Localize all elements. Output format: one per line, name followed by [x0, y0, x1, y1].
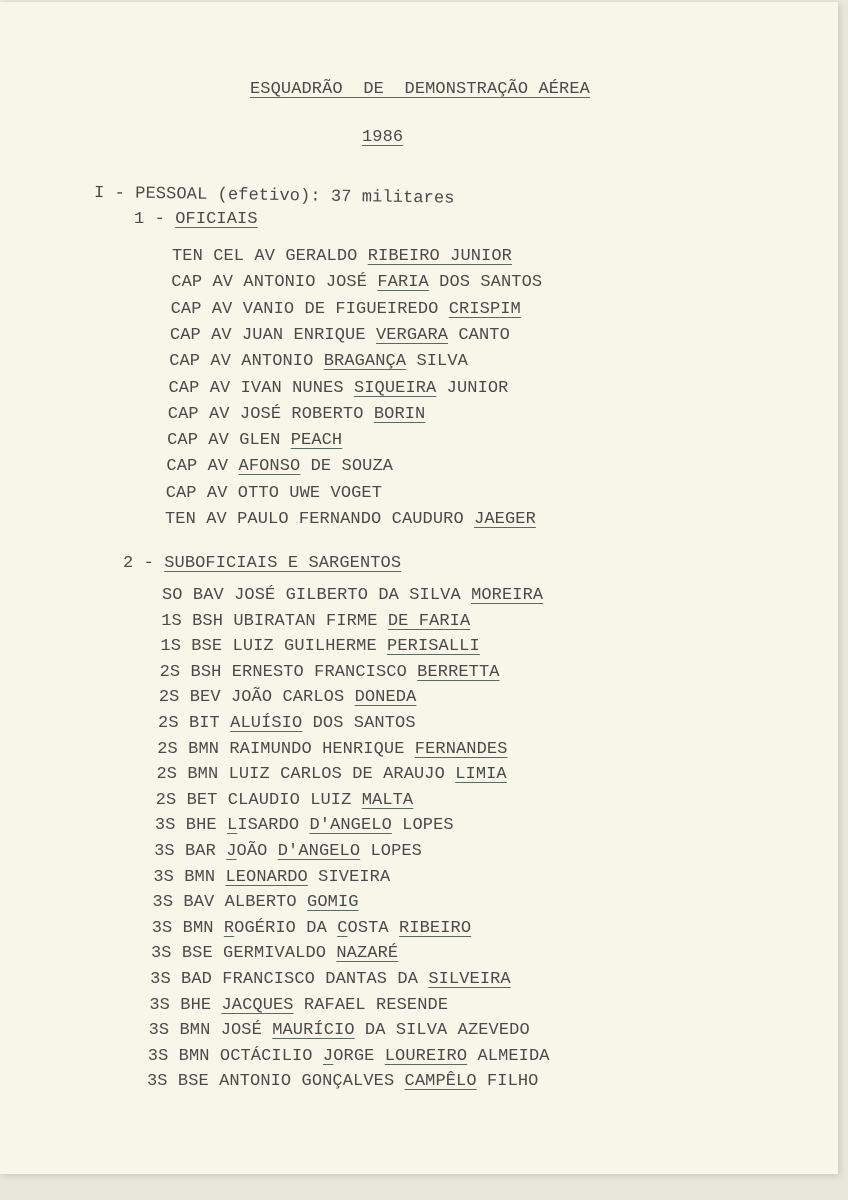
subsection-sergeants-heading: [123, 554, 401, 573]
list-item: [154, 842, 422, 861]
name-part: JUNIOR: [436, 378, 509, 398]
list-item: [169, 352, 468, 371]
name-part: 3S BHE: [149, 995, 222, 1015]
underlined-name-part: PERISALLI: [387, 637, 480, 657]
list-item: [155, 816, 454, 835]
name-part: ORGE: [333, 1046, 385, 1066]
name-part: 3S BMN OCTÁCILIO: [147, 1046, 323, 1066]
name-part: CAP AV ANTONIO JOSÉ: [171, 273, 378, 293]
name-part: LOPES: [391, 816, 454, 836]
name-part: ISARDO: [237, 816, 310, 836]
underlined-name-part: CAMPÊLO: [404, 1072, 477, 1092]
underlined-name-part: C: [337, 918, 348, 938]
name-part: CAP AV OTTO UWE VOGET: [165, 483, 383, 503]
list-item: [166, 457, 393, 476]
list-item: [149, 1021, 530, 1040]
list-item: [153, 893, 359, 912]
name-part: 3S BAD FRANCISCO DANTAS DA: [150, 970, 429, 989]
underlined-name-part: SILVEIRA: [428, 970, 511, 989]
list-item: [156, 791, 414, 810]
subsection-number: 2 -: [123, 554, 165, 573]
name-part: SO BAV JOSÉ GILBERTO DA SILVA: [162, 586, 472, 605]
underlined-name-part: BORIN: [373, 404, 426, 424]
underlined-name-part: LIMIA: [455, 765, 507, 785]
list-item: [161, 612, 470, 631]
name-part: TEN CEL AV GERALDO: [172, 247, 368, 266]
name-part: 2S BMN LUIZ CARLOS DE ARAUJO: [156, 765, 456, 785]
list-item: [160, 663, 500, 682]
name-part: 3S BAV ALBERTO: [152, 893, 308, 913]
underlined-name-part: R: [223, 918, 235, 938]
underlined-name-part: CRISPIM: [448, 299, 521, 319]
name-part: LOPES: [360, 842, 422, 861]
name-part: 3S BHE: [154, 816, 228, 836]
name-part: 3S BSE ANTONIO GONÇALVES: [147, 1072, 405, 1092]
name-part: CAP AV GLEN: [167, 431, 291, 451]
underlined-name-part: MAURÍCIO: [272, 1021, 355, 1041]
underlined-name-part: LEONARDO: [225, 867, 308, 887]
list-item: [169, 379, 509, 398]
underlined-name-part: AFONSO: [238, 457, 301, 477]
name-part: TEN AV PAULO FERNANDO CAUDURO: [165, 510, 475, 529]
list-item: [151, 944, 398, 963]
name-part: DA SILVA AZEVEDO: [354, 1021, 530, 1041]
name-part: CAP AV JOSÉ ROBERTO: [167, 404, 374, 424]
name-part: 2S BIT: [158, 714, 231, 733]
name-part: CAP AV IVAN NUNES: [168, 378, 354, 398]
list-item: [148, 1047, 550, 1066]
list-item: [158, 714, 416, 733]
underlined-name-part: JAEGER: [474, 510, 536, 529]
name-part: ALMEIDA: [467, 1046, 550, 1066]
underlined-name-part: ALUÍSIO: [230, 714, 303, 733]
list-item: [166, 484, 382, 503]
name-part: 2S BSH ERNESTO FRANCISCO: [159, 662, 418, 682]
name-part: CAP AV JUAN ENRIQUE: [169, 325, 376, 345]
underlined-name-part: MOREIRA: [471, 586, 544, 605]
underlined-name-part: MALTA: [361, 790, 414, 810]
subsection-label: SUBOFICIAIS E SARGENTOS: [164, 554, 402, 573]
underlined-name-part: FARIA: [377, 273, 429, 293]
underlined-name-part: BRAGANÇA: [323, 352, 407, 372]
underlined-name-part: LOUREIRO: [384, 1046, 468, 1066]
underlined-name-part: BERRETTA: [417, 662, 500, 682]
list-item: [162, 586, 543, 605]
list-item: [171, 273, 542, 292]
list-item: [172, 247, 512, 266]
underlined-name-part: SIQUEIRA: [353, 378, 437, 398]
underlined-name-part: RIBEIRO: [399, 918, 472, 938]
name-part: CANTO: [448, 325, 510, 345]
subsection-number: 1 -: [134, 210, 176, 229]
list-item: [170, 326, 510, 345]
underlined-name-part: L: [227, 816, 238, 836]
name-part: SILVA: [406, 352, 468, 372]
name-part: DE SOUZA: [300, 457, 394, 477]
name-part: 2S BMN RAIMUNDO HENRIQUE: [157, 739, 415, 759]
underlined-name-part: D'ANGELO: [309, 816, 392, 836]
underlined-name-part: PEACH: [290, 431, 343, 451]
underlined-name-part: NAZARÉ: [336, 944, 399, 964]
document-year: 1986: [362, 128, 404, 147]
name-part: SIVEIRA: [307, 867, 391, 887]
name-part: CAP AV ANTONIO: [169, 352, 324, 372]
name-part: 2S BEV JOÃO CARLOS: [158, 688, 355, 708]
name-part: OÃO: [236, 842, 278, 861]
underlined-name-part: GOMIG: [307, 893, 359, 913]
name-part: 1S BSH UBIRATAN FIRME: [161, 611, 388, 631]
name-part: OSTA: [347, 918, 400, 938]
list-item: [165, 510, 536, 529]
underlined-name-part: RIBEIRO JUNIOR: [367, 247, 512, 266]
name-part: 1S BSE LUIZ GUILHERME: [160, 637, 388, 657]
name-part: OGÉRIO DA: [234, 918, 338, 938]
list-item: [159, 688, 417, 707]
document-page: [0, 2, 838, 1174]
subsection-officers-heading: [134, 210, 258, 229]
name-part: CAP AV: [166, 457, 239, 477]
list-item: [150, 970, 511, 989]
list-item: [157, 740, 507, 759]
name-part: 3S BMN: [153, 867, 226, 887]
name-part: FILHO: [476, 1072, 539, 1092]
underlined-name-part: FERNANDES: [414, 739, 508, 759]
list-item: [147, 1072, 538, 1091]
underlined-name-part: DE FARIA: [387, 611, 471, 631]
list-item: [153, 868, 390, 887]
list-item: [149, 996, 448, 1015]
name-part: DOS SANTOS: [302, 714, 416, 733]
list-item: [156, 765, 506, 784]
name-part: DOS SANTOS: [428, 273, 543, 293]
subsection-label: OFICIAIS: [175, 210, 258, 229]
underlined-name-part: VERGARA: [375, 325, 449, 345]
section-personnel-heading: I - PESSOAL (efetivo): 37 militares: [93, 184, 455, 209]
name-part: 3S BAR: [154, 842, 227, 861]
name-part: 3S BMN JOSÉ: [148, 1021, 273, 1041]
list-item: [167, 431, 342, 450]
list-item: [171, 300, 521, 319]
list-item: [160, 637, 479, 656]
name-part: RAFAEL RESENDE: [293, 995, 449, 1015]
name-part: 3S BSE GERMIVALDO: [150, 944, 337, 964]
name-part: 2S BET CLAUDIO LUIZ: [155, 790, 362, 810]
list-item: [152, 919, 471, 938]
document-title: ESQUADRÃO DE DEMONSTRAÇÃO AÉREA: [250, 80, 590, 99]
underlined-name-part: J: [226, 842, 237, 861]
underlined-name-part: D'ANGELO: [277, 842, 361, 861]
underlined-name-part: DONEDA: [354, 688, 417, 708]
underlined-name-part: JACQUES: [221, 995, 294, 1015]
list-item: [168, 405, 426, 424]
underlined-name-part: J: [322, 1046, 334, 1066]
name-part: 3S BMN: [151, 918, 224, 938]
name-part: CAP AV VANIO DE FIGUEIREDO: [170, 299, 449, 319]
